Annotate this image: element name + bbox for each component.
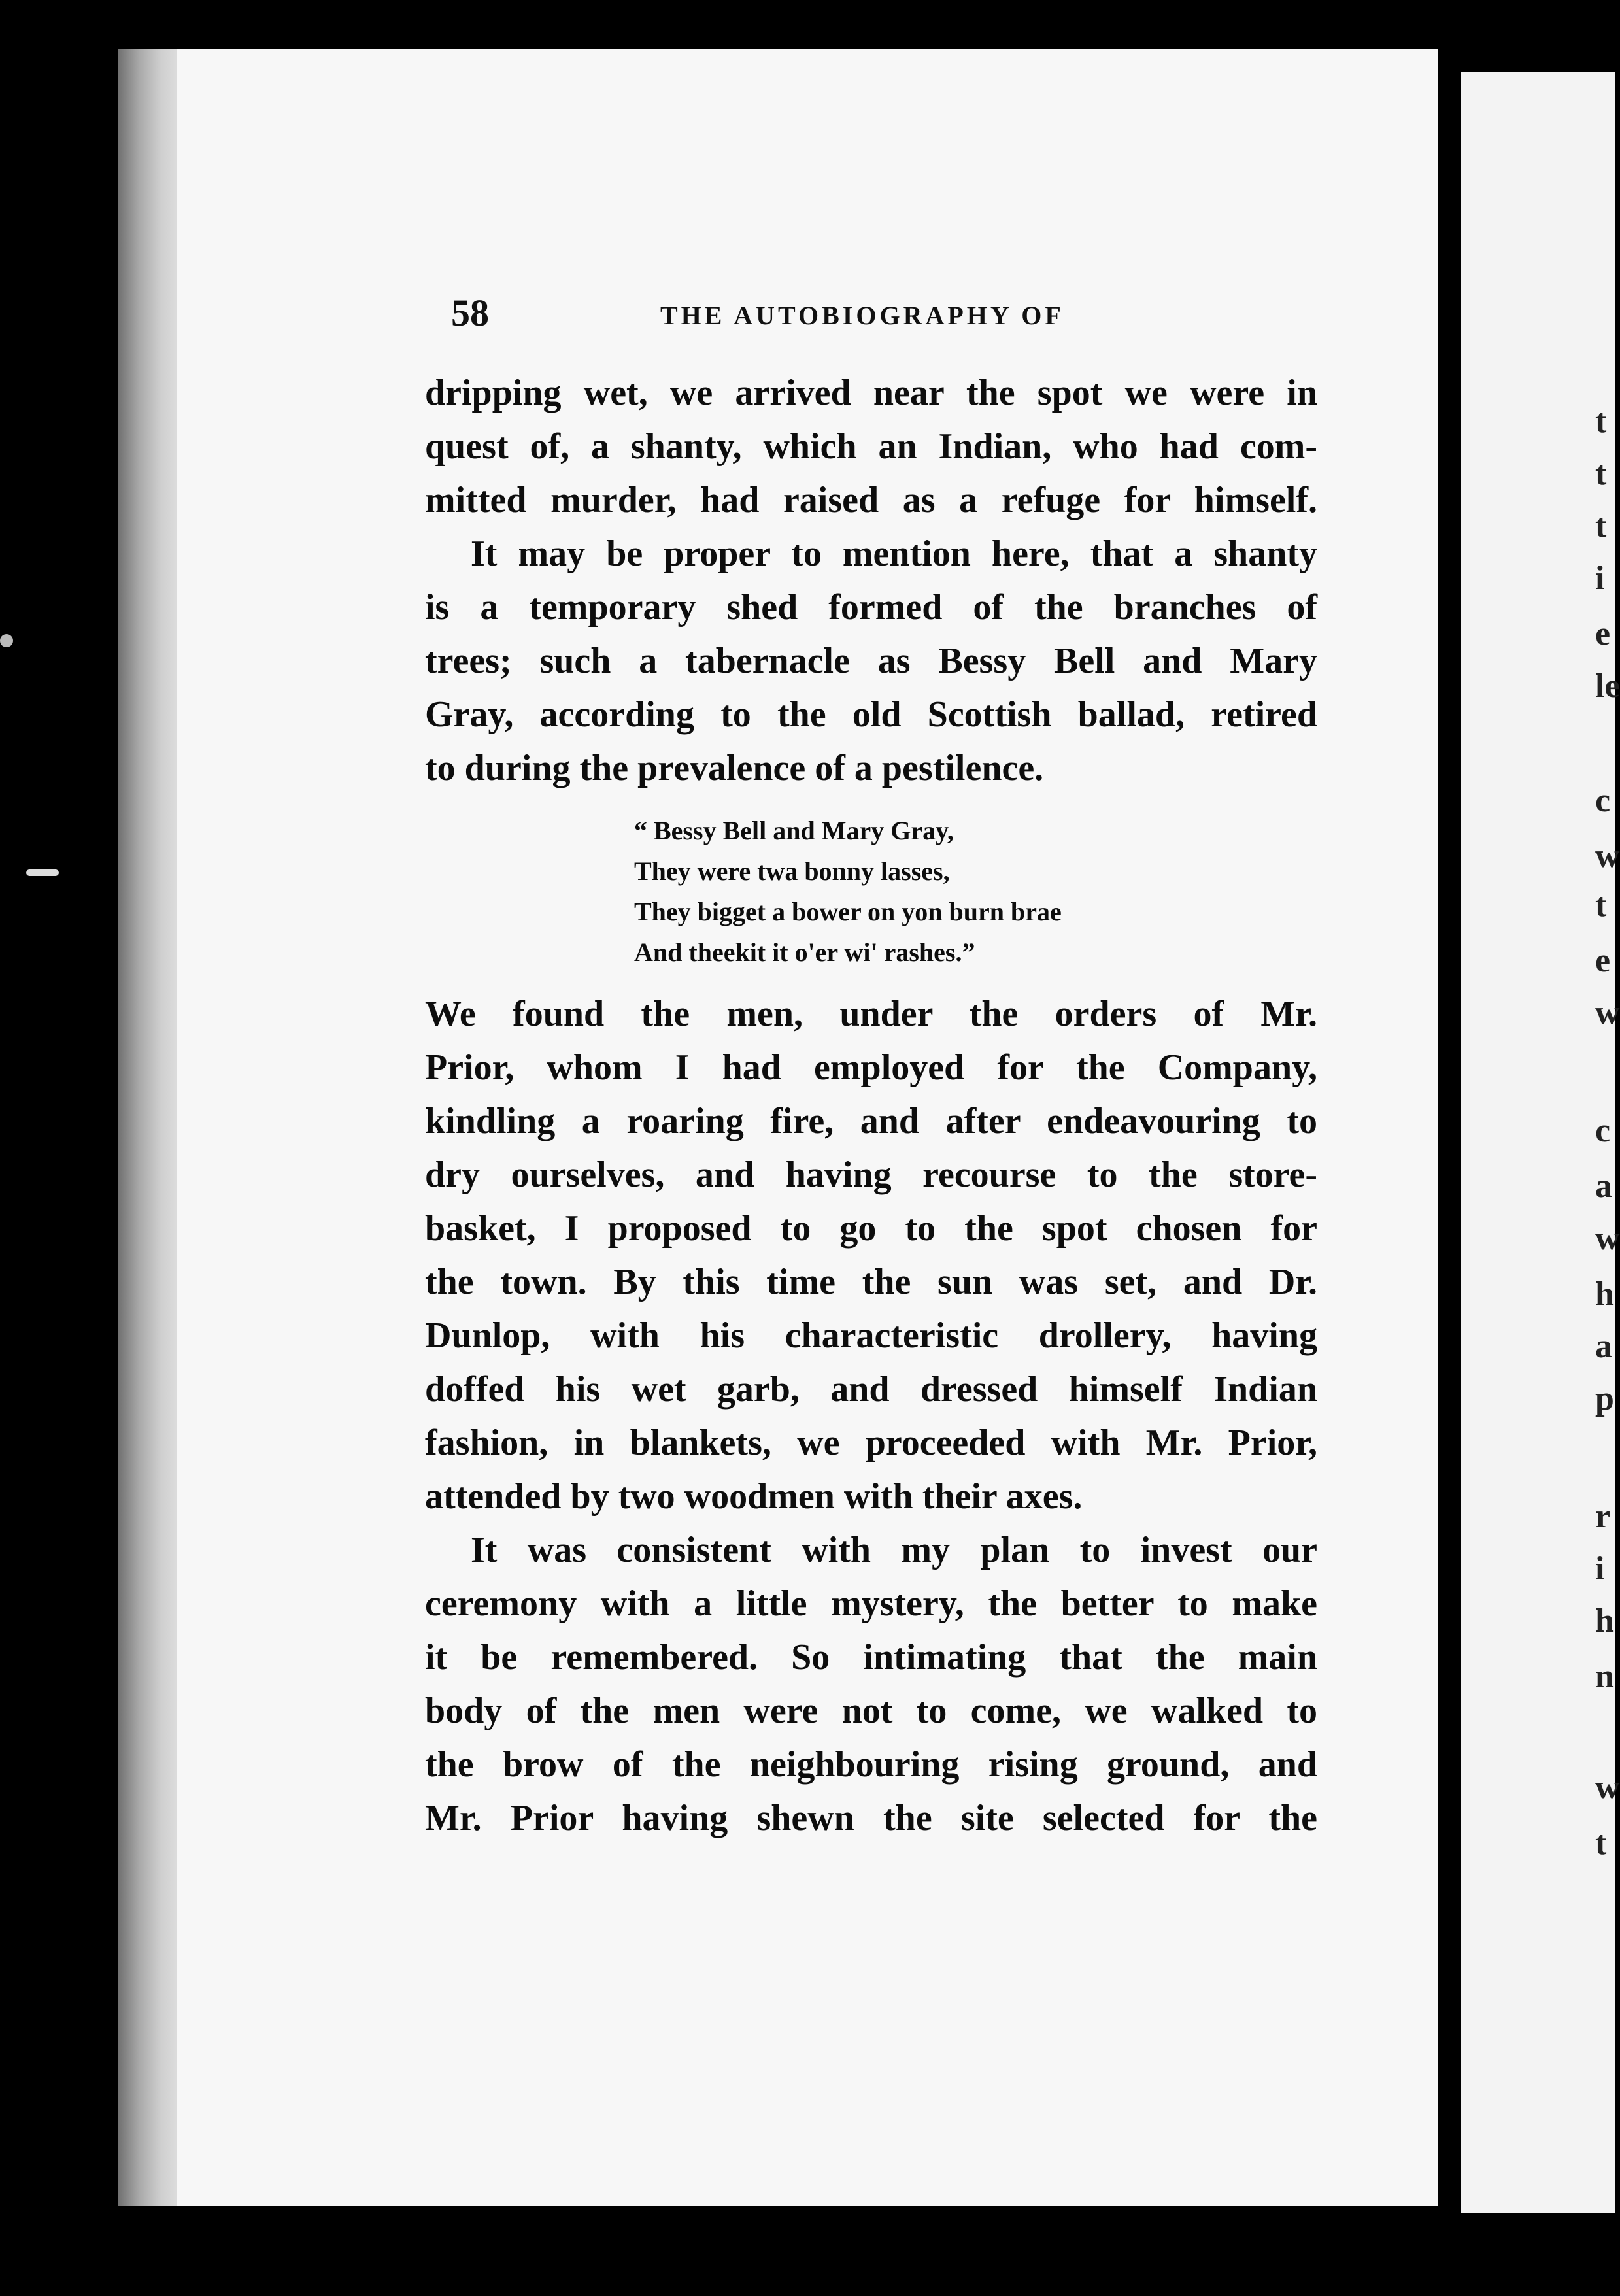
- text-line: dry ourselves, and having recourse to the store-: [425, 1155, 1317, 1195]
- text-line: mitted murder, had raised as a refuge for himself.: [425, 480, 1317, 520]
- margin-mark: [0, 634, 13, 647]
- text-line: is a temporary shed formed of the branches of: [425, 587, 1317, 628]
- verse-line: “ Bessy Bell and Mary Gray,: [634, 816, 954, 845]
- text-line: the brow of the neighbouring rising ground, and: [425, 1744, 1317, 1785]
- text-line: basket, I proposed to go to the spot chosen for: [425, 1208, 1317, 1249]
- right-page-fragment-text: a: [1595, 1168, 1612, 1205]
- right-page-fragment-text: e: [1595, 942, 1611, 979]
- margin-mark: [26, 869, 59, 876]
- text-line: fashion, in blankets, we proceeded with Mr. Prior,: [425, 1423, 1317, 1463]
- right-page-fragment-text: h: [1595, 1275, 1614, 1313]
- text-line: dripping wet, we arrived near the spot we were in: [425, 373, 1317, 413]
- paragraph: [425, 1523, 1317, 1845]
- right-page-fragment-text: c: [1595, 1112, 1611, 1149]
- right-page-fragment-text: c: [1595, 782, 1611, 819]
- right-page-fragment-text: a: [1595, 1328, 1612, 1365]
- paragraph: [425, 527, 1317, 795]
- text-line: doffed his wet garb, and dressed himself Indian: [425, 1369, 1317, 1410]
- right-page-fragment-text: t: [1595, 403, 1607, 440]
- right-page-fragment: [1461, 72, 1615, 2213]
- text-line: Mr. Prior having shewn the site selected for the: [425, 1798, 1317, 1838]
- running-title: THE AUTOBIOGRAPHY OF: [660, 301, 1064, 330]
- text-line: it be remembered. So intimating that the main: [425, 1637, 1317, 1678]
- right-page-fragment-text: n: [1595, 1658, 1614, 1695]
- paragraph: [425, 366, 1317, 527]
- page-number: 58: [451, 292, 489, 334]
- right-page-fragment-text: i: [1595, 1550, 1605, 1587]
- text-line: Gray, according to the old Scottish ballad, retired: [425, 694, 1317, 735]
- verse-line: They bigget a bower on yon burn brae: [634, 897, 1062, 926]
- text-line: attended by two woodmen with their axes.: [425, 1476, 1083, 1517]
- right-page-fragment-text: w: [1595, 1769, 1620, 1806]
- right-page-fragment-text: t: [1595, 507, 1607, 545]
- text-line: It was consistent with my plan to invest our: [471, 1530, 1317, 1570]
- right-page-fragment-text: h: [1595, 1602, 1614, 1640]
- paragraph: [425, 987, 1317, 1523]
- right-page-fragment-text: t: [1595, 1825, 1607, 1862]
- verse-line: They were twa bonny lasses,: [634, 856, 950, 886]
- right-page-fragment-text: t: [1595, 455, 1607, 492]
- right-page-fragment-text: i: [1595, 560, 1605, 597]
- running-head: [451, 291, 1301, 337]
- right-page-fragment-text: e: [1595, 615, 1611, 652]
- page-body: [425, 366, 1317, 1845]
- text-line: It may be proper to mention here, that a shanty: [471, 533, 1317, 574]
- text-line: ceremony with a little mystery, the better to make: [425, 1583, 1317, 1624]
- right-page-fragment-text: le: [1595, 667, 1620, 705]
- text-line: body of the men were not to come, we walked to: [425, 1691, 1317, 1731]
- right-page-fragment-text: w: [1595, 837, 1620, 875]
- ballad-quotation: [425, 811, 1317, 973]
- right-page-fragment-text: w: [1595, 1220, 1620, 1257]
- text-line: kindling a roaring fire, and after endeavouring to: [425, 1101, 1317, 1141]
- right-page-fragment-text: p: [1595, 1380, 1614, 1417]
- text-line: to during the prevalence of a pestilence.: [425, 748, 1044, 788]
- right-page-fragment-text: w: [1595, 994, 1620, 1032]
- text-line: Dunlop, with his characteristic drollery, having: [425, 1315, 1317, 1356]
- right-page-fragment-text: r: [1595, 1498, 1611, 1535]
- text-line: the town. By this time the sun was set, and Dr.: [425, 1262, 1317, 1302]
- text-line: trees; such a tabernacle as Bessy Bell and Mary: [425, 641, 1317, 681]
- text-line: We found the men, under the orders of Mr.: [425, 994, 1317, 1034]
- text-line: Prior, whom I had employed for the Company,: [425, 1047, 1317, 1088]
- verse-line: And theekit it o'er wi' rashes.”: [634, 937, 975, 967]
- right-page-fragment-text: t: [1595, 886, 1607, 924]
- text-line: quest of, a shanty, which an Indian, who had com-: [425, 426, 1317, 467]
